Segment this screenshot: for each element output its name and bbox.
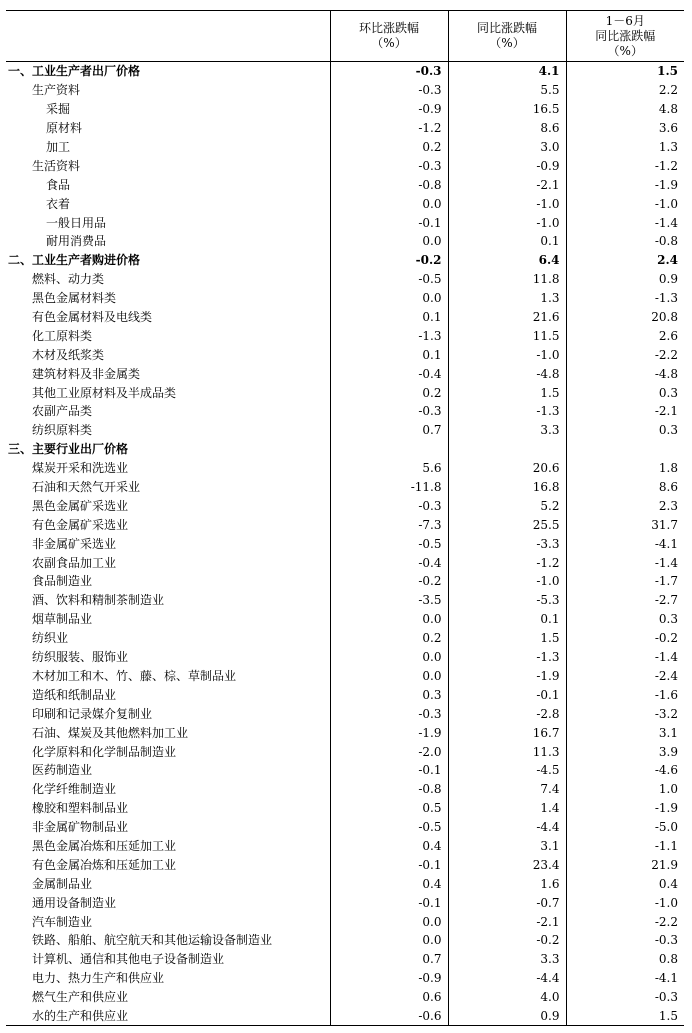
row-ytd-value: 21.9	[566, 855, 684, 874]
row-ytd-value: -2.4	[566, 667, 684, 686]
table-row	[6, 837, 684, 856]
row-yoy-value: 1.5	[448, 629, 566, 648]
row-yoy-value: 11.5	[448, 326, 566, 345]
row-ytd-value: -1.4	[566, 553, 684, 572]
row-label: 原材料	[46, 121, 83, 136]
row-ytd-value: 1.3	[566, 138, 684, 157]
row-label: 橡胶和塑料制品业	[32, 801, 129, 816]
row-mom-value: -0.3	[330, 402, 448, 421]
row-yoy-value: -1.0	[448, 194, 566, 213]
row-ytd-value: -1.0	[566, 893, 684, 912]
row-mom-value: -1.2	[330, 119, 448, 138]
row-mom-value: -0.4	[330, 553, 448, 572]
row-label: 汽车制造业	[32, 914, 93, 929]
row-ytd-value: -4.1	[566, 534, 684, 553]
row-label: 燃料、动力类	[32, 272, 105, 287]
row-ytd-value: -2.2	[566, 912, 684, 931]
row-label: 铁路、船舶、航空航天和其他运输设备制造业	[32, 933, 273, 948]
row-mom-value: 0.3	[330, 685, 448, 704]
table-row	[6, 874, 684, 893]
row-yoy-value: 1.6	[448, 874, 566, 893]
row-yoy-value: 11.3	[448, 742, 566, 761]
row-yoy-value: 1.3	[448, 289, 566, 308]
row-label: 水的生产和供应业	[6, 1007, 330, 1026]
table-row	[6, 610, 684, 629]
header-ytd-unit: （%）	[607, 43, 643, 58]
row-label: 纺织原料类	[32, 423, 93, 438]
row-label: 生产资料	[32, 83, 81, 98]
row-label: 建筑材料及非金属类	[32, 366, 141, 381]
row-yoy-value: -1.0	[448, 345, 566, 364]
section-row	[6, 440, 684, 459]
row-yoy-value: -3.3	[448, 534, 566, 553]
table-row	[6, 289, 684, 308]
row-ytd-value: -2.7	[566, 591, 684, 610]
table-row	[6, 459, 684, 478]
table-row	[6, 364, 684, 383]
row-mom-value: -0.3	[330, 156, 448, 175]
row-mom-value: -1.3	[330, 326, 448, 345]
row-yoy-value: 16.7	[448, 723, 566, 742]
table-row	[6, 326, 684, 345]
row-yoy-value: -0.7	[448, 893, 566, 912]
price-table	[6, 10, 684, 1026]
row-ytd-value: -4.1	[566, 969, 684, 988]
table-row	[6, 478, 684, 497]
table-row	[6, 175, 684, 194]
row-ytd-value: 1.5	[566, 1007, 684, 1026]
table-row	[6, 969, 684, 988]
row-yoy-value: 0.1	[448, 610, 566, 629]
row-yoy-value: 3.1	[448, 837, 566, 856]
table-row	[6, 402, 684, 421]
row-yoy-value: 4.0	[448, 988, 566, 1007]
row-yoy-value: 5.2	[448, 496, 566, 515]
table-row	[6, 553, 684, 572]
header-blank	[6, 11, 330, 62]
row-mom-value	[330, 440, 448, 459]
row-mom-value: 0.0	[330, 194, 448, 213]
row-ytd-value: -0.8	[566, 232, 684, 251]
row-ytd-value: -2.2	[566, 345, 684, 364]
row-label: 烟草制品业	[32, 612, 93, 627]
row-yoy-value: -1.0	[448, 213, 566, 232]
row-yoy-value: 0.9	[448, 1007, 566, 1026]
row-label: 化学原料和化学制品制造业	[32, 744, 177, 759]
row-yoy-value: -4.8	[448, 364, 566, 383]
row-label: 通用设备制造业	[32, 895, 117, 910]
row-mom-value: -0.8	[330, 175, 448, 194]
row-mom-value: -0.1	[330, 761, 448, 780]
row-label: 非金属矿采选业	[32, 536, 117, 551]
row-yoy-value: 25.5	[448, 515, 566, 534]
row-yoy-value: 21.6	[448, 308, 566, 327]
table-body	[6, 62, 684, 1026]
row-ytd-value: 2.6	[566, 326, 684, 345]
row-yoy-value: -0.9	[448, 156, 566, 175]
table-row	[6, 855, 684, 874]
row-label: 木材及纸浆类	[32, 347, 105, 362]
row-mom-value: -3.5	[330, 591, 448, 610]
row-yoy-value: 5.5	[448, 81, 566, 100]
row-mom-value: -0.3	[330, 704, 448, 723]
row-ytd-value: 1.0	[566, 780, 684, 799]
section-row	[6, 251, 684, 270]
row-ytd-value: 2.3	[566, 496, 684, 515]
row-ytd-value: 0.8	[566, 950, 684, 969]
row-mom-value: -0.8	[330, 780, 448, 799]
table-row	[6, 761, 684, 780]
table-row	[6, 667, 684, 686]
row-yoy-value	[448, 440, 566, 459]
row-mom-value: -0.3	[330, 62, 448, 81]
row-label: 造纸和纸制品业	[32, 687, 117, 702]
row-ytd-value: -1.4	[566, 648, 684, 667]
row-mom-value: 0.0	[330, 667, 448, 686]
table-row	[6, 119, 684, 138]
row-mom-value: 0.7	[330, 950, 448, 969]
row-label: 生活资料	[32, 158, 81, 173]
row-yoy-value: 8.6	[448, 119, 566, 138]
row-label: 电力、热力生产和供应业	[32, 971, 165, 986]
table-row	[6, 100, 684, 119]
row-label: 医药制造业	[32, 763, 93, 778]
row-label: 食品	[46, 177, 71, 192]
row-label: 石油和天然气开采业	[32, 480, 141, 495]
row-yoy-value: -4.4	[448, 818, 566, 837]
row-mom-value: 0.0	[330, 648, 448, 667]
row-label: 食品制造业	[32, 574, 93, 589]
row-ytd-value: -2.1	[566, 402, 684, 421]
row-mom-value: -0.9	[330, 100, 448, 119]
table-row	[6, 780, 684, 799]
table-row	[6, 648, 684, 667]
row-yoy-value: 3.3	[448, 950, 566, 969]
table-row	[6, 270, 684, 289]
row-mom-value: -0.5	[330, 818, 448, 837]
row-yoy-value: 7.4	[448, 780, 566, 799]
row-yoy-value: 6.4	[448, 251, 566, 270]
row-yoy-value: -2.8	[448, 704, 566, 723]
row-ytd-value: -1.0	[566, 194, 684, 213]
header-ytd	[566, 11, 684, 62]
row-label: 木材加工和木、竹、藤、棕、草制品业	[32, 668, 237, 683]
row-label: 一、工业生产者出厂价格	[8, 64, 141, 79]
row-ytd-value: 1.8	[566, 459, 684, 478]
row-yoy-value: 4.1	[448, 62, 566, 81]
row-yoy-value: -1.3	[448, 648, 566, 667]
row-mom-value: -0.5	[330, 270, 448, 289]
row-label: 一般日用品	[46, 215, 107, 230]
row-mom-value: 5.6	[330, 459, 448, 478]
row-ytd-value: 0.3	[566, 383, 684, 402]
row-mom-value: -0.6	[330, 1007, 448, 1026]
row-mom-value: 0.0	[330, 289, 448, 308]
table-row	[6, 572, 684, 591]
row-yoy-value: 11.8	[448, 270, 566, 289]
row-yoy-value: -0.1	[448, 685, 566, 704]
row-ytd-value: -1.4	[566, 213, 684, 232]
table-row	[6, 704, 684, 723]
row-label: 化学纤维制造业	[32, 782, 117, 797]
row-yoy-value: 16.8	[448, 478, 566, 497]
row-mom-value: -0.1	[330, 213, 448, 232]
row-label: 有色金属冶炼和压延加工业	[32, 857, 177, 872]
table-row	[6, 534, 684, 553]
row-yoy-value: -4.5	[448, 761, 566, 780]
row-ytd-value: -0.3	[566, 988, 684, 1007]
row-yoy-value: 3.0	[448, 138, 566, 157]
row-ytd-value: 4.8	[566, 100, 684, 119]
row-mom-value: 0.5	[330, 799, 448, 818]
row-label: 石油、煤炭及其他燃料加工业	[32, 725, 189, 740]
table-row	[6, 931, 684, 950]
row-ytd-value: -1.1	[566, 837, 684, 856]
header-yoy-unit: （%）	[489, 36, 525, 50]
row-ytd-value: -1.2	[566, 156, 684, 175]
row-ytd-value: 2.4	[566, 251, 684, 270]
row-mom-value: -11.8	[330, 478, 448, 497]
row-ytd-value: 8.6	[566, 478, 684, 497]
row-yoy-value: -2.1	[448, 912, 566, 931]
row-yoy-value: -5.3	[448, 591, 566, 610]
table-row	[6, 629, 684, 648]
row-ytd-value: -3.2	[566, 704, 684, 723]
row-label: 采掘	[46, 102, 71, 117]
row-label: 有色金属矿采选业	[32, 517, 129, 532]
row-ytd-value: 0.3	[566, 610, 684, 629]
row-label: 纺织服装、服饰业	[32, 650, 129, 665]
row-label: 计算机、通信和其他电子设备制造业	[32, 952, 225, 967]
row-ytd-value: -1.7	[566, 572, 684, 591]
row-ytd-value: 1.5	[566, 62, 684, 81]
table-row	[6, 1007, 684, 1026]
row-mom-value: 0.7	[330, 421, 448, 440]
row-mom-value: 0.2	[330, 138, 448, 157]
row-ytd-value: -5.0	[566, 818, 684, 837]
header-yoy-title: 同比涨跌幅	[476, 21, 537, 35]
row-mom-value: 0.6	[330, 988, 448, 1007]
row-mom-value: 0.0	[330, 912, 448, 931]
table-row	[6, 421, 684, 440]
row-ytd-value: 3.1	[566, 723, 684, 742]
row-label: 黑色金属冶炼和压延加工业	[32, 838, 177, 853]
row-mom-value: -0.4	[330, 364, 448, 383]
row-label: 非金属矿物制品业	[32, 820, 129, 835]
row-ytd-value: 2.2	[566, 81, 684, 100]
row-label: 三、主要行业出厂价格	[8, 442, 129, 457]
row-label: 耐用消费品	[46, 234, 107, 249]
row-mom-value: -0.3	[330, 81, 448, 100]
row-mom-value: 0.2	[330, 629, 448, 648]
row-mom-value: -1.9	[330, 723, 448, 742]
row-ytd-value: 31.7	[566, 515, 684, 534]
header-ytd-title: 同比涨跌幅	[595, 28, 656, 43]
row-yoy-value: -1.3	[448, 402, 566, 421]
row-ytd-value: -1.3	[566, 289, 684, 308]
row-mom-value: 0.1	[330, 308, 448, 327]
row-ytd-value	[566, 440, 684, 459]
header-mom-unit: （%）	[371, 36, 407, 50]
header-ytd-period: 1－6月	[605, 13, 645, 28]
table-row	[6, 723, 684, 742]
row-ytd-value: 3.9	[566, 742, 684, 761]
table-row	[6, 988, 684, 1007]
row-label: 纺织业	[32, 631, 69, 646]
row-mom-value: 0.2	[330, 383, 448, 402]
row-mom-value: -0.1	[330, 893, 448, 912]
row-yoy-value: -0.2	[448, 931, 566, 950]
row-label: 加工	[46, 140, 71, 154]
row-label: 煤炭开采和洗选业	[32, 461, 129, 476]
row-ytd-value: -1.9	[566, 799, 684, 818]
row-ytd-value: 0.3	[566, 421, 684, 440]
table-row	[6, 591, 684, 610]
row-yoy-value: 23.4	[448, 855, 566, 874]
table-row	[6, 138, 684, 157]
table-row	[6, 950, 684, 969]
table-row	[6, 213, 684, 232]
table-row	[6, 515, 684, 534]
row-mom-value: 0.1	[330, 345, 448, 364]
section-row	[6, 62, 684, 81]
row-label: 二、工业生产者购进价格	[8, 253, 141, 268]
table-row	[6, 496, 684, 515]
row-ytd-value: 20.8	[566, 308, 684, 327]
row-label: 黑色金属矿采选业	[32, 498, 129, 513]
row-ytd-value: 0.4	[566, 874, 684, 893]
row-yoy-value: -4.4	[448, 969, 566, 988]
row-label: 衣着	[46, 196, 71, 211]
row-label: 其他工业原材料及半成品类	[32, 385, 177, 400]
header-mom	[330, 11, 448, 62]
row-mom-value: -0.5	[330, 534, 448, 553]
row-ytd-value: 3.6	[566, 119, 684, 138]
row-mom-value: -0.1	[330, 855, 448, 874]
row-mom-value: -0.2	[330, 251, 448, 270]
row-mom-value: 0.4	[330, 874, 448, 893]
table-row	[6, 156, 684, 175]
row-mom-value: 0.4	[330, 837, 448, 856]
row-yoy-value: 0.1	[448, 232, 566, 251]
row-mom-value: 0.0	[330, 232, 448, 251]
row-yoy-value: -1.0	[448, 572, 566, 591]
row-label: 金属制品业	[32, 876, 93, 891]
row-label: 农副食品加工业	[32, 555, 117, 570]
table-row	[6, 383, 684, 402]
header-mom-title: 环比涨跌幅	[358, 21, 419, 35]
row-label: 农副产品类	[32, 404, 93, 419]
table-row	[6, 232, 684, 251]
row-label: 燃气生产和供应业	[32, 990, 129, 1005]
table-row	[6, 194, 684, 213]
row-mom-value: -0.2	[330, 572, 448, 591]
row-label: 化工原料类	[32, 328, 93, 343]
table-row	[6, 742, 684, 761]
row-ytd-value: -0.3	[566, 931, 684, 950]
table-row	[6, 912, 684, 931]
row-mom-value: -2.0	[330, 742, 448, 761]
row-mom-value: -0.9	[330, 969, 448, 988]
row-ytd-value: -4.6	[566, 761, 684, 780]
row-yoy-value: 1.5	[448, 383, 566, 402]
table-row	[6, 345, 684, 364]
table-row	[6, 799, 684, 818]
row-ytd-value: -4.8	[566, 364, 684, 383]
row-yoy-value: 16.5	[448, 100, 566, 119]
header-yoy	[448, 11, 566, 62]
row-mom-value: -7.3	[330, 515, 448, 534]
row-label: 有色金属材料及电线类	[32, 310, 153, 325]
row-ytd-value: -0.2	[566, 629, 684, 648]
row-yoy-value: 20.6	[448, 459, 566, 478]
row-yoy-value: -2.1	[448, 175, 566, 194]
row-ytd-value: 0.9	[566, 270, 684, 289]
row-yoy-value: 1.4	[448, 799, 566, 818]
row-mom-value: -0.3	[330, 496, 448, 515]
table-row	[6, 818, 684, 837]
row-label: 印刷和记录媒介复制业	[32, 706, 153, 721]
row-yoy-value: 3.3	[448, 421, 566, 440]
row-mom-value: 0.0	[330, 610, 448, 629]
row-ytd-value: -1.6	[566, 685, 684, 704]
row-yoy-value: -1.9	[448, 667, 566, 686]
table-row	[6, 81, 684, 100]
table-row	[6, 685, 684, 704]
table-row	[6, 893, 684, 912]
table-row	[6, 308, 684, 327]
row-ytd-value: -1.9	[566, 175, 684, 194]
table-header	[6, 11, 684, 62]
row-label: 酒、饮料和精制茶制造业	[32, 593, 165, 608]
row-mom-value: 0.0	[330, 931, 448, 950]
row-yoy-value: -1.2	[448, 553, 566, 572]
row-label: 黑色金属材料类	[32, 291, 117, 306]
